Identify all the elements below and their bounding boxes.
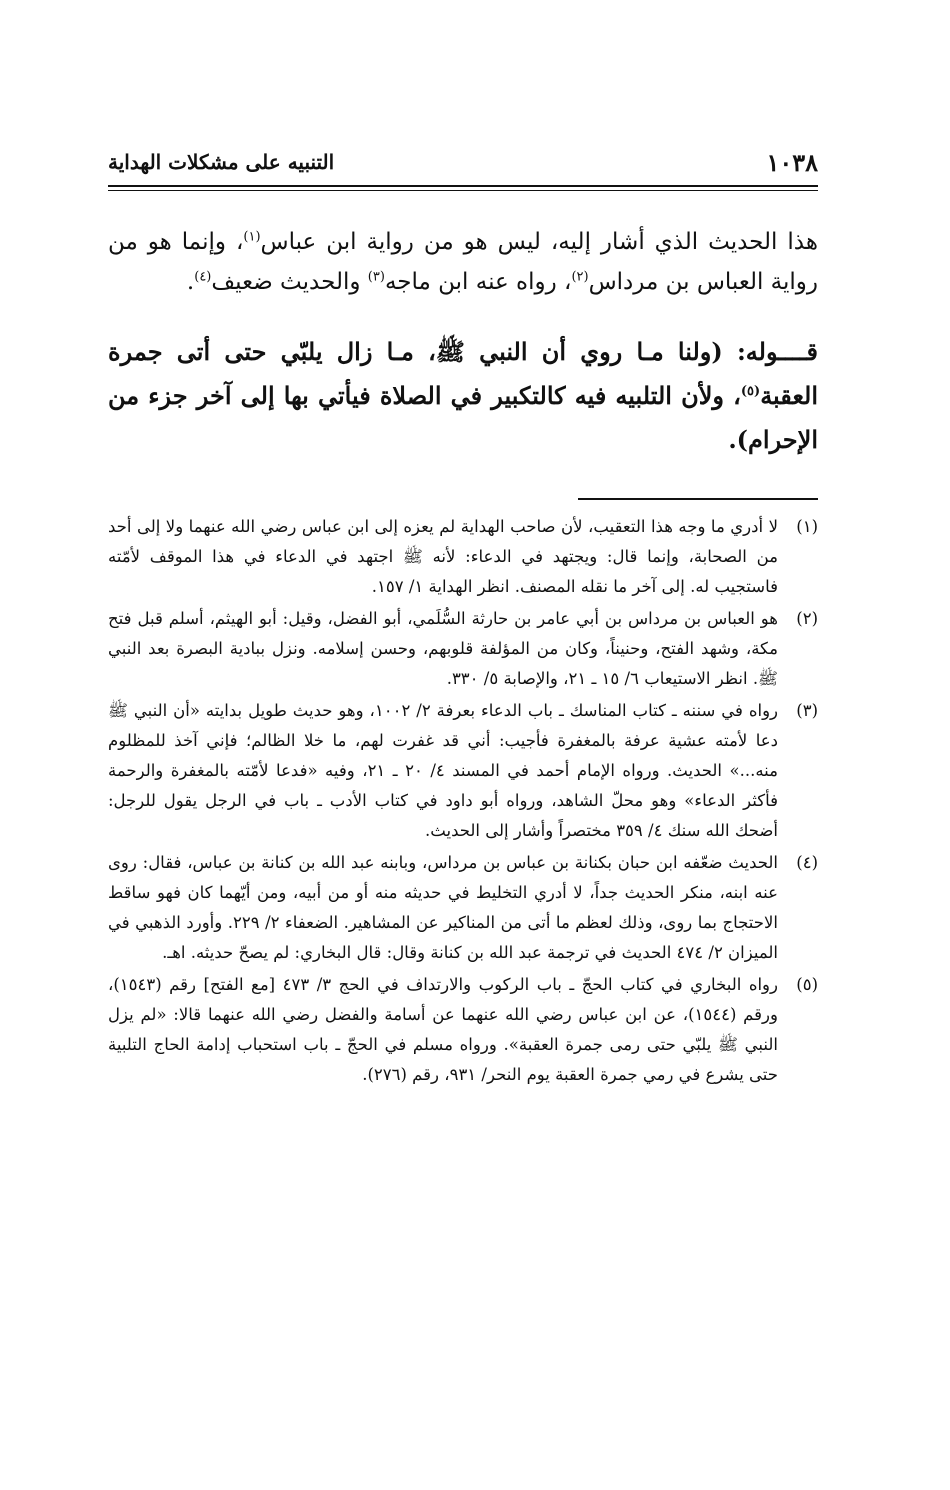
- footnote: [108, 604, 818, 694]
- footnote-ref-1: (١): [243, 229, 261, 245]
- paragraph-text: .: [186, 269, 195, 295]
- footnote-text: لا أدري ما وجه هذا التعقيب، لأن صاحب الهداية لم يعزه إلى ابن عباس رضي الله عنهما ولا إلى أحد من الصحابة، وإنما قال: ويجتهد في الدعاء: لأنه ﷺ اجتهد في الدعاء في هذا الموقف لأمّته فاستجيب له. إلى آخر ما نقله المصنف. انظر الهداية ١/ ١٥٧.: [108, 517, 778, 596]
- quote-text: قــــوله: (ولنا مـا روي أن النبي ﷺ، مـا زال يلبّي حتى أتى جمرة العقبة: [108, 337, 818, 410]
- footnote-number: (٣): [796, 701, 818, 720]
- footnotes: [108, 512, 818, 1092]
- header-rule-thick: [108, 185, 818, 187]
- footnote-ref-5: (٥): [740, 384, 761, 399]
- footnote: [108, 848, 818, 968]
- quote-text: ، ولأن التلبيه فيه كالتكبير في الصلاة فيأتي بها إلى آخر جزء من الإحرام).: [108, 381, 818, 454]
- quoted-statement: [108, 330, 818, 462]
- footnote-text: رواه البخاري في كتاب الحجّ ـ باب الركوب والارتداف في الحج ٣/ ٤٧٣ [مع الفتح] رقم (١٥٤٣)، ورقم (١٥٤٤)، عن ابن عباس رضي الله عنهما عن أسامة والفضل رضي الله عنهما قالا: «لم يزل النبي ﷺ يلبّي حتى رمى جمرة العقبة». ورواه مسلم في الحجّ ـ باب استحباب إدامة الحاج التلبية حتى يشرع في رمي جمرة العقبة يوم النحر/ ٩٣١، رقم (٢٧٦).: [108, 975, 778, 1084]
- footnote-number: (٢): [796, 609, 818, 628]
- footnote-text: رواه في سننه ـ كتاب المناسك ـ باب الدعاء بعرفة ٢/ ١٠٠٢، وهو حديث طويل بدايته «أن النبي ﷺ دعا لأمته عشية عرفة بالمغفرة فأجيب: أني قد غفرت لهم، ما خلا الظالم؛ فإني آخذ للمظلوم منه...» الحديث. ورواه الإمام أحمد في المسند ٤/ ٢٠ ـ ٢١، وفيه «فدعا لأمّته بالمغفرة والرحمة فأكثر الدعاء» وهو محلّ الشاهد، ورواه أبو داود في كتاب الأدب ـ باب في الرجل يقول للرجل: أضحك الله سنك ٤/ ٣٥٩ مختصراً وأشار إلى الحديث.: [108, 701, 779, 840]
- footnote-text: الحديث ضعّفه ابن حبان بكنانة بن عباس بن مرداس، وبابنه عبد الله بن كنانة بن عباس، فقال: روى عنه ابنه، منكر الحديث جداً، لا أدري التخليط في حديثه منه أو من أبيه، ومن أيّهما كان فهو ساقط الاحتجاج بما روى، وذلك لعظم ما أتى من المناكير عن المشاهير. الضعفاء ٢/ ٢٢٩. وأورد الذهبي في الميزان ٢/ ٤٧٤ الحديث في ترجمة عبد الله بن كنانة وقال: قال البخاري: لم يصحّ حديثه. اهـ.: [108, 853, 778, 962]
- page-number: ١٠٣٨: [766, 148, 818, 177]
- footnote: [108, 696, 818, 846]
- footnote-ref-3: (٣): [367, 269, 385, 285]
- page-header: [108, 148, 818, 184]
- paragraph-text: هذا الحديث الذي أشار إليه، ليس هو من رواية ابن عباس: [260, 229, 818, 255]
- footnote-ref-2: (٢): [571, 269, 589, 285]
- paragraph-text: ، رواه عنه ابن ماجه: [384, 269, 572, 295]
- footnote: [108, 970, 818, 1090]
- paragraph-text: والحديث ضعيف: [211, 269, 368, 295]
- footnote-separator: [578, 498, 818, 500]
- footnote-number: (٤): [796, 853, 818, 872]
- header-rule-thin: [108, 190, 818, 191]
- running-title: التنبيه على مشكلات الهداية: [108, 150, 335, 174]
- footnote-number: (٥): [796, 975, 818, 994]
- footnote-text: هو العباس بن مرداس بن أبي عامر بن حارثة السُّلَمي، أبو الفضل، وقيل: أبو الهيثم، أسلم قبل فتح مكة، وشهد الفتح، وحنيناً، وكان من المؤلفة قلوبهم، وحسن إسلامه. ونزل ببادية البصرة بعد النبي ﷺ. انظر الاستيعاب ٦/ ١٥ ـ ٢١، والإصابة ٥/ ٣٣٠.: [108, 609, 778, 688]
- footnote: [108, 512, 818, 602]
- main-paragraph: [108, 222, 818, 302]
- footnote-ref-4: (٤): [194, 269, 212, 285]
- footnote-number: (١): [796, 517, 818, 536]
- paragraph-text: ، وإنما هو من رواية العباس بن مرداس: [108, 229, 818, 295]
